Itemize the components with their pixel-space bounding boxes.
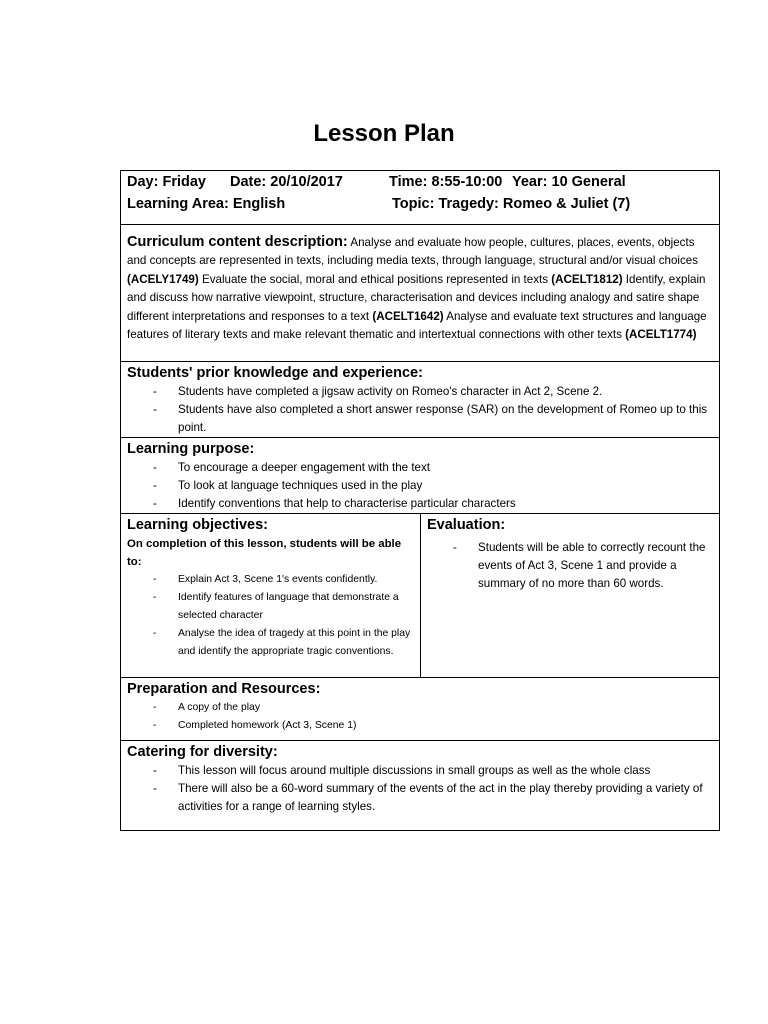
objectives-heading: Learning objectives: <box>127 517 269 533</box>
prior-knowledge-row <box>121 362 720 438</box>
prior-knowledge-heading: Students' prior knowledge and experience: <box>127 365 423 381</box>
preparation-cell <box>121 678 720 741</box>
diversity-heading: Catering for diversity: <box>127 744 278 760</box>
preparation-heading: Preparation and Resources: <box>127 681 321 697</box>
list-item: - This lesson will focus around multiple discussions in small groups as well as the whole class <box>153 762 713 780</box>
learning-purpose-row <box>121 438 720 514</box>
header-line-2 <box>127 193 713 215</box>
curriculum-text <box>127 232 713 344</box>
evaluation-cell <box>421 514 720 678</box>
curriculum-code-4: (ACELT1774) <box>625 328 697 342</box>
day-label: Day: Friday <box>127 174 206 190</box>
objectives-row <box>121 514 720 678</box>
curriculum-cell <box>121 225 720 362</box>
list-item: - Students will be able to correctly recount the events of Act 3, Scene 1 and provide a summary of no more than 60 words. <box>453 539 713 593</box>
list-item: - Identify conventions that help to characterise particular characters <box>153 495 713 513</box>
curriculum-text-3: Identify, explain and discuss how narrative viewpoint, structure, characterisation and devices including analogy and satire shape different interpretations and responses to a text <box>127 272 706 323</box>
list-item: - To look at language techniques used in the play <box>153 477 713 495</box>
curriculum-code-1: (ACELY1749) <box>127 272 199 286</box>
diversity-cell <box>121 741 720 831</box>
evaluation-heading: Evaluation: <box>427 517 506 533</box>
list-item: - Identify features of language that demonstrate a selected character <box>153 589 414 625</box>
list-item: - A copy of the play <box>153 699 713 717</box>
curriculum-text-2: Evaluate the social, moral and ethical positions represented in texts <box>198 272 552 286</box>
objectives-cell <box>121 514 421 678</box>
date-label: Date: 20/10/2017 <box>230 174 343 190</box>
preparation-list <box>127 699 713 735</box>
objectives-list <box>127 571 414 661</box>
learning-purpose-heading: Learning purpose: <box>127 441 255 457</box>
curriculum-heading: Curriculum content description: <box>127 234 348 250</box>
learning-purpose-list <box>127 459 713 513</box>
curriculum-text-1: Analyse and evaluate how people, cultures, places, events, objects and concepts are represented in texts, including media texts, through language, structural and/or visual choices <box>127 236 699 268</box>
curriculum-code-2: (ACELT1812) <box>551 272 623 286</box>
curriculum-text-4: Analyse and evaluate text structures and language features of literary texts and make relevant thematic and intertextual connections with other texts <box>127 309 707 342</box>
prior-knowledge-cell <box>121 362 720 438</box>
list-item: - There will also be a 60-word summary of the events of the act in the play thereby providing a variety of activities for a range of learning styles. <box>153 780 713 816</box>
learning-area-label: Learning Area: English <box>127 196 286 212</box>
year-label: Year: 10 General <box>512 174 626 190</box>
list-item: - Students have also completed a short answer response (SAR) on the development of Romeo up to this point. <box>153 401 713 437</box>
list-item: - Explain Act 3, Scene 1's events confidently. <box>153 571 414 589</box>
learning-purpose-cell <box>121 438 720 514</box>
objectives-intro: On completion of this lesson, students will be able to: <box>127 538 402 568</box>
list-item: - To encourage a deeper engagement with the text <box>153 459 713 477</box>
list-item: - Analyse the idea of tragedy at this point in the play and identify the appropriate tragic conventions. <box>153 625 414 661</box>
curriculum-row <box>121 225 720 362</box>
list-item: - Students have completed a jigsaw activity on Romeo's character in Act 2, Scene 2. <box>153 383 713 401</box>
page-title: Lesson Plan <box>313 120 455 147</box>
diversity-row <box>121 741 720 831</box>
prior-knowledge-list <box>127 383 713 437</box>
evaluation-list <box>427 539 713 593</box>
header-cell <box>121 171 720 225</box>
topic-label: Topic: Tragedy: Romeo & Juliet (7) <box>392 196 631 212</box>
time-label: Time: 8:55-10:00 <box>389 174 503 190</box>
list-item: - Completed homework (Act 3, Scene 1) <box>153 717 713 735</box>
header-line-1 <box>127 171 713 193</box>
header-row <box>121 171 720 225</box>
curriculum-code-3: (ACELT1642) <box>372 309 444 323</box>
diversity-list <box>127 762 713 816</box>
lesson-plan-table <box>120 170 720 831</box>
preparation-row <box>121 678 720 741</box>
